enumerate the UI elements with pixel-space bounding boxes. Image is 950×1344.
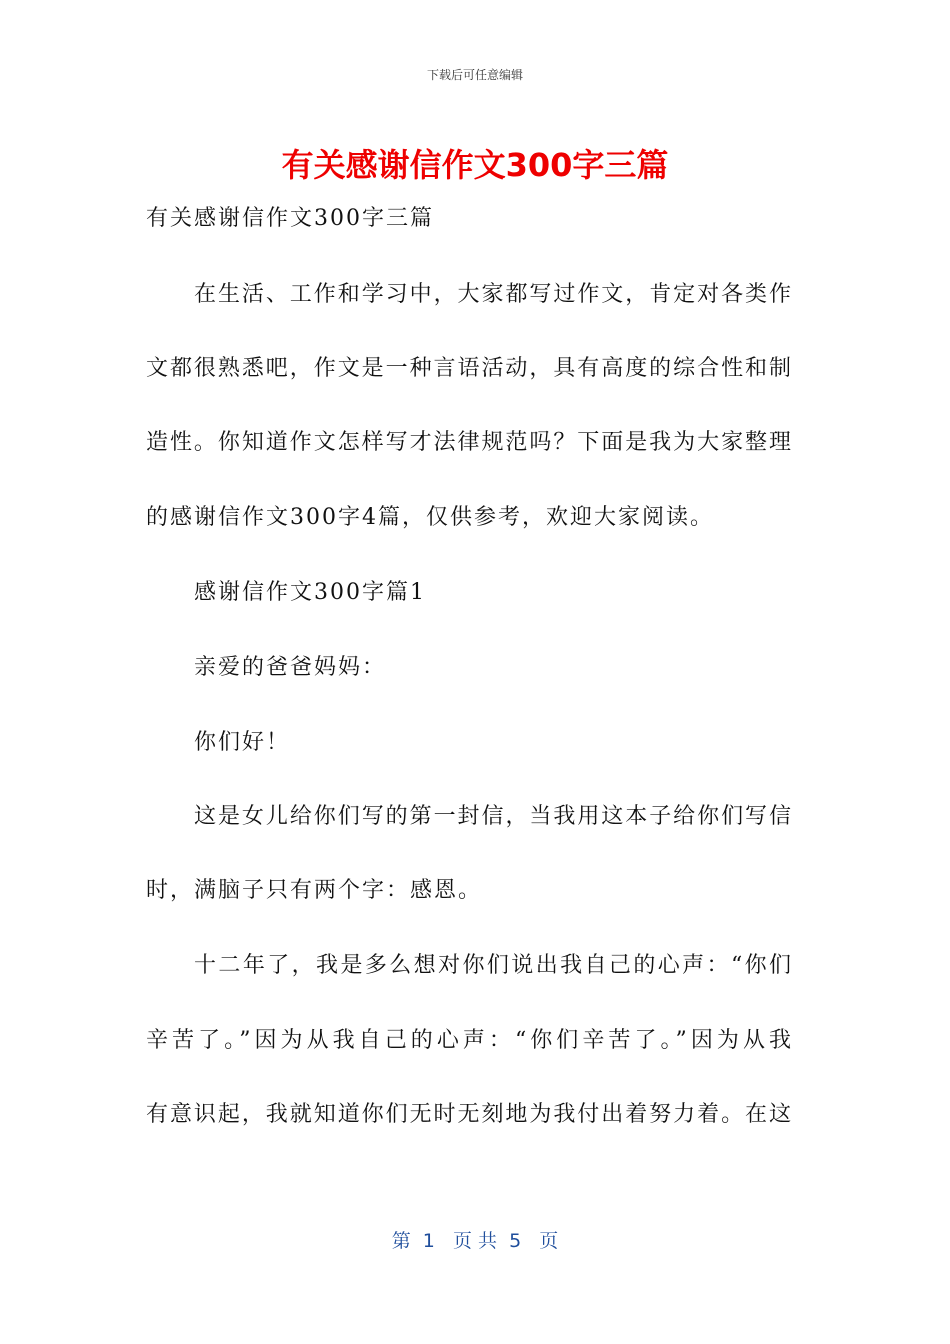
paragraph-line: 有意识起，我就知道你们无时无刻地为我付出着努力着。在这 [146, 1102, 791, 1127]
paragraph-line: 十二年了，我是多么想对你们说出我自己的心声：“你们 [194, 953, 791, 978]
paragraph-line: 时，满脑子只有两个字：感恩。 [146, 878, 483, 903]
document-title: 有关感谢信作文300字三篇 [281, 146, 669, 184]
paragraph-line: 文都很熟悉吧，作文是一种言语活动，具有高度的综合性和制 [146, 356, 791, 381]
page-number-footer: 第 1 页 共 5 页 [391, 1230, 559, 1252]
paragraph-line: 的感谢信作文300字4篇，仅供参考，欢迎大家阅读。 [146, 505, 714, 530]
paragraph-line: 这是女儿给你们写的第一封信，当我用这本子给你们写信 [194, 804, 791, 829]
section-heading: 感谢信作文300字篇1 [194, 580, 426, 605]
greeting-line: 你们好！ [194, 730, 291, 755]
paragraph-line: 造性。你知道作文怎样写才法律规范吗？下面是我为大家整理 [146, 430, 791, 455]
subtitle-line: 有关感谢信作文300字三篇 [146, 206, 434, 231]
page-header-note: 下载后可任意编辑 [426, 68, 523, 82]
paragraph-line: 在生活、工作和学习中，大家都写过作文，肯定对各类作 [194, 282, 791, 307]
paragraph-line: 辛苦了。”因为从我自己的心声：“你们辛苦了。”因为从我 [146, 1028, 791, 1053]
salutation-line: 亲爱的爸爸妈妈： [194, 655, 387, 680]
